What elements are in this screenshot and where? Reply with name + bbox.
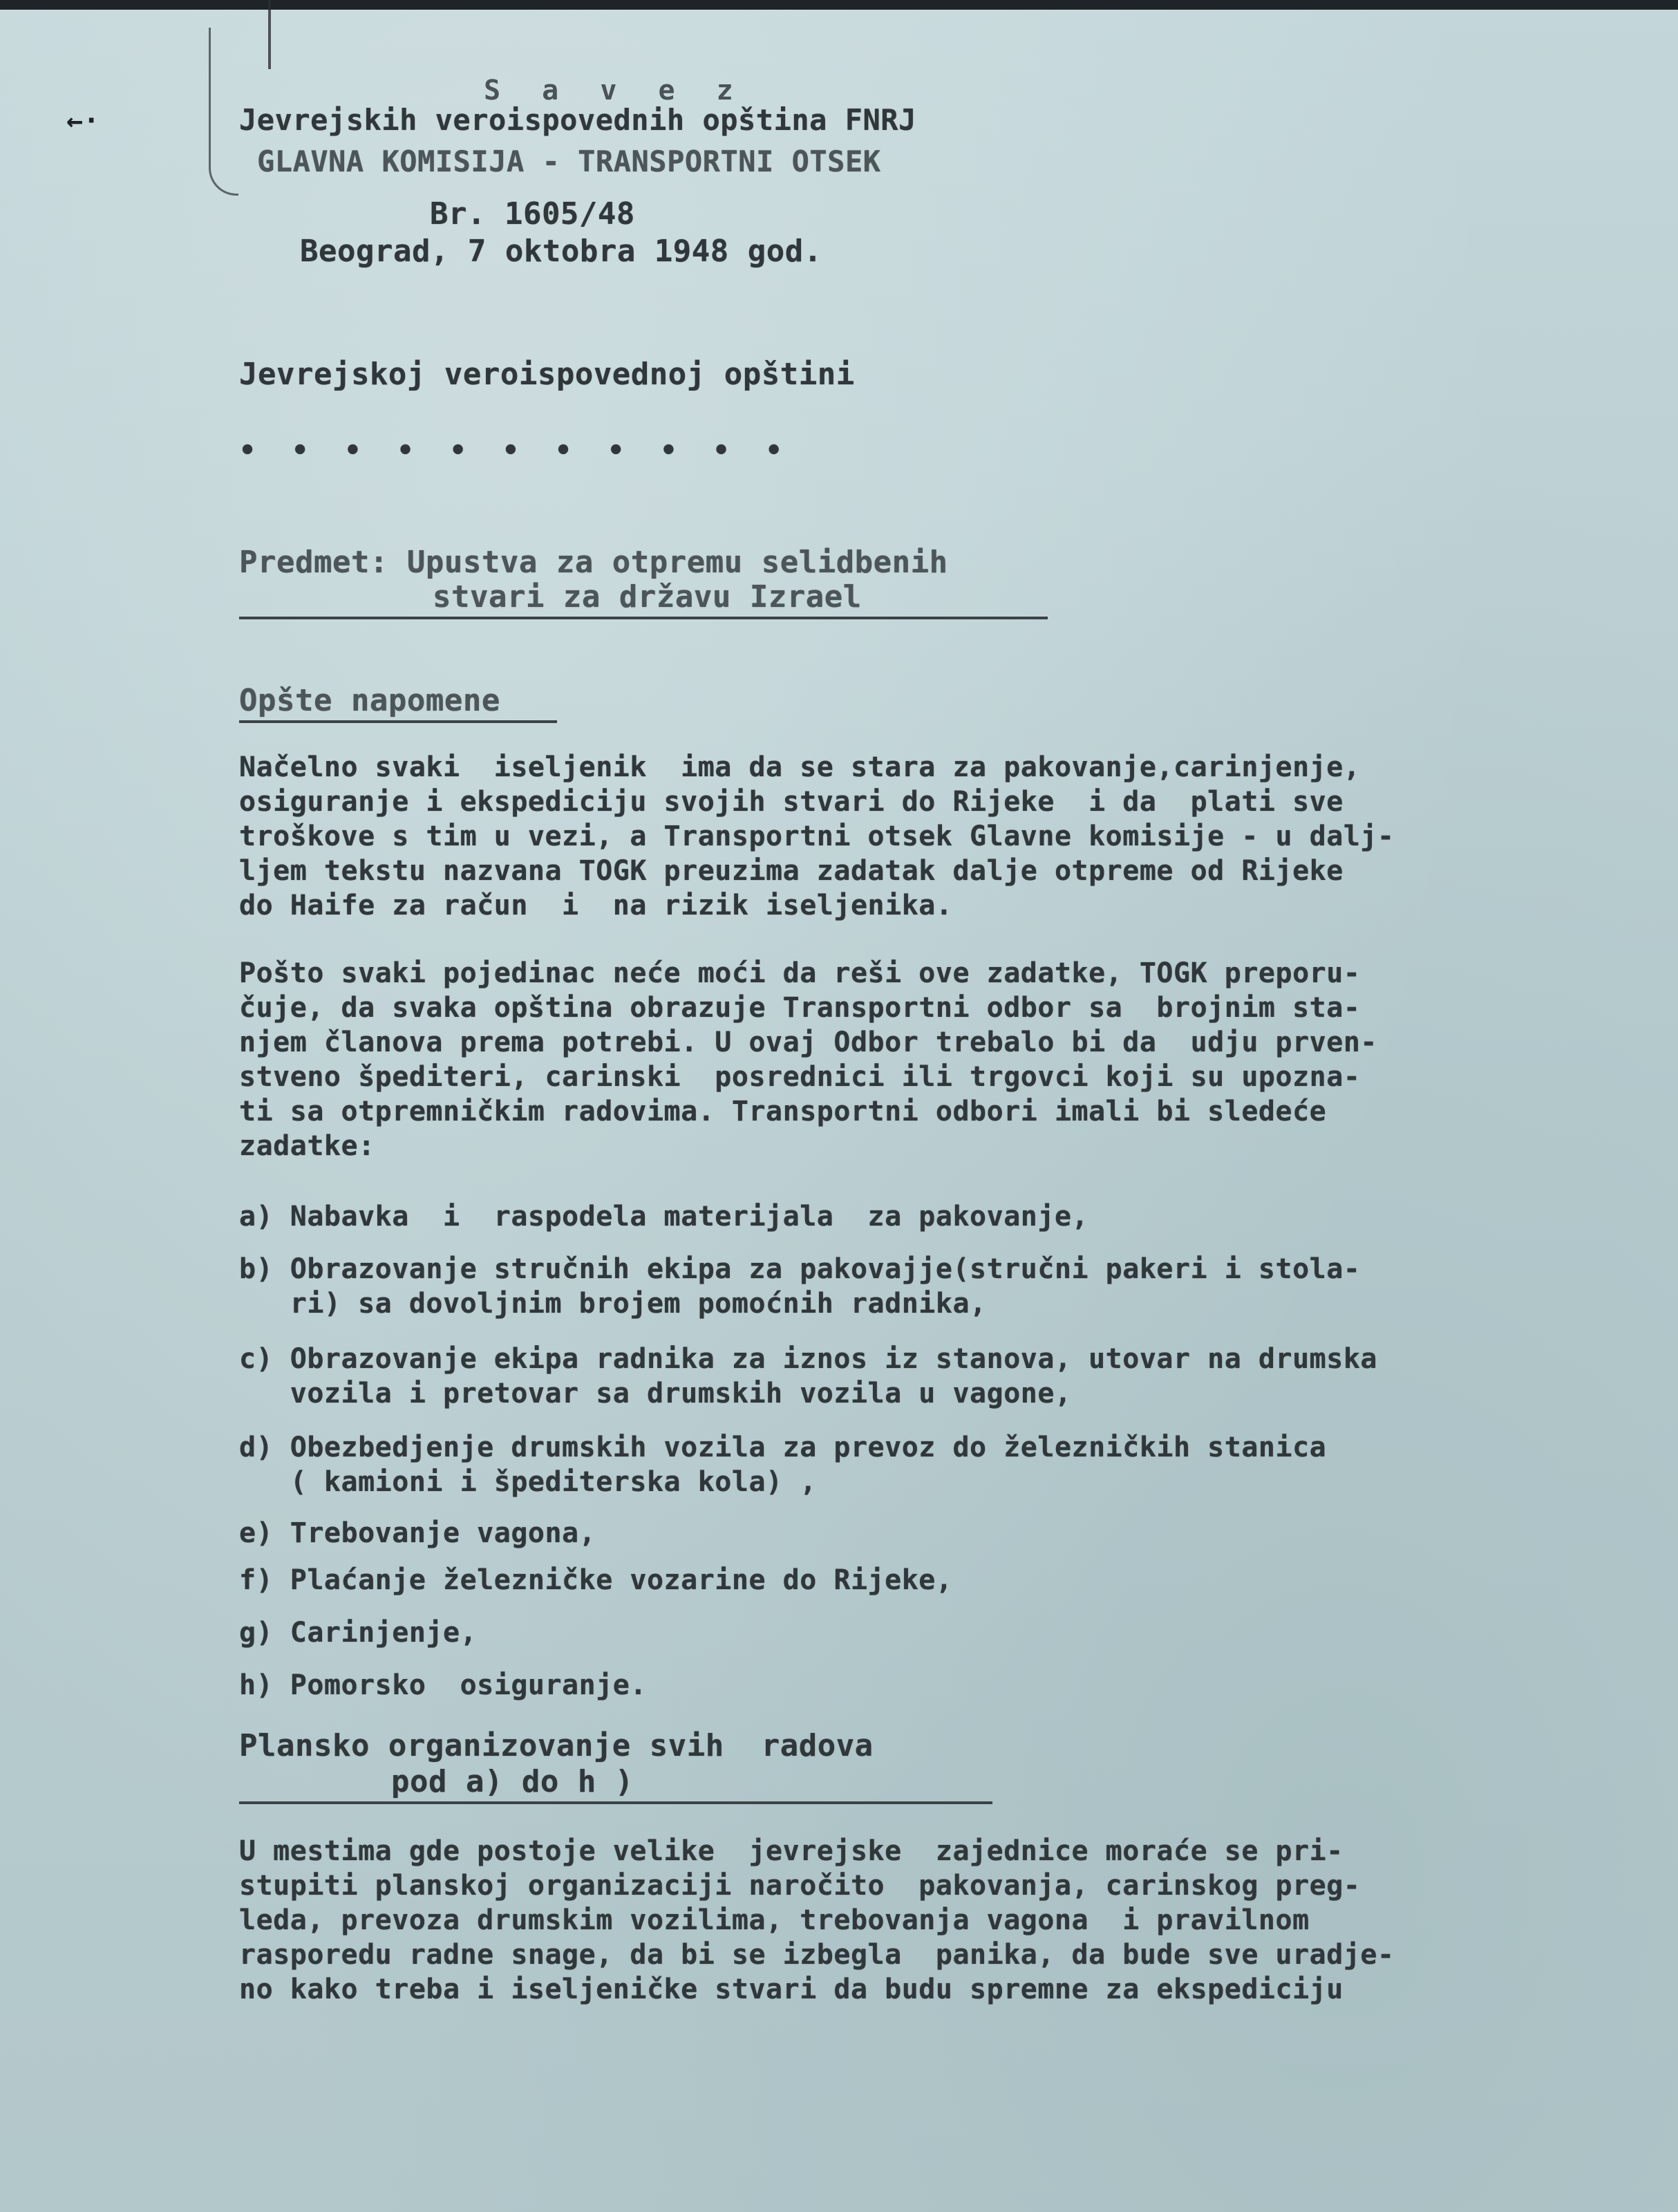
general-para-1-line-3: troškove s tim u vezi, a Transportni otsek Glavne komisije - u dalj-: [239, 821, 1395, 852]
section-planning-heading-1: Plansko organizovanje svih radova: [239, 1728, 874, 1763]
task-item-g: g) Carinjenje,: [239, 1617, 478, 1649]
general-para-2-line-4: stveno špediteri, carinski posrednici ili trgovci koji su upozna-: [239, 1061, 1361, 1093]
task-item-a: a) Nabavka i raspodela materijala za pakovanje,: [239, 1201, 1089, 1232]
general-para-2-line-1: Pošto svaki pojedinac neće moći da reši ove zadatke, TOGK preporu-: [239, 957, 1361, 989]
planning-para-line-2: stupiti planskoj organizaciji naročito pakovanja, carinskog preg-: [239, 1870, 1361, 1902]
section-planning-heading-2: pod a) do h ): [239, 1765, 992, 1804]
task-item-d-line-1: d) Obezbedjenje drumskih vozila za prevoz do železničkih stanica: [239, 1432, 1327, 1463]
planning-para-line-3: leda, prevoza drumskim vozilima, trebovanja vagona i pravilnom: [239, 1904, 1310, 1936]
subject-line-2: stvari za državu Izrael: [239, 581, 1048, 619]
general-para-2-line-6: zadatke:: [239, 1130, 375, 1162]
header-org-line: Jevrejskih veroispovednih opština FNRJ: [239, 103, 916, 137]
planning-para-line-4: rasporedu radne snage, da bi se izbegla panika, da bude sve uradje-: [239, 1939, 1395, 1971]
punch-hole-mark: ←·: [66, 105, 100, 137]
clip-mark: [209, 28, 238, 196]
task-item-c-line-2: vozila i pretovar sa drumskih vozila u vagone,: [239, 1378, 1072, 1409]
planning-para-line-1: U mestima gde postoje velike jevrejske zajednice moraće se pri-: [239, 1835, 1344, 1867]
header-commission-line: GLAVNA KOMISIJA - TRANSPORTNI OTSEK: [257, 144, 881, 178]
header-place-date: Beograd, 7 oktobra 1948 god.: [300, 234, 822, 269]
task-item-b-line-2: ri) sa dovoljnim brojem pomoćnih radnika,: [239, 1288, 987, 1320]
fold-line: [268, 0, 271, 69]
general-para-1-line-1: Načelno svaki iseljenik ima da se stara za pakovanje,carinjenje,: [239, 751, 1361, 783]
general-para-1-line-2: osiguranje i ekspediciju svojih stvari do Rijeke i da plati sve: [239, 786, 1344, 818]
recipient-line: Jevrejskoj veroispovednoj opštini: [239, 357, 855, 392]
subject-line-1: Predmet: Upustva za otpremu selidbenih: [239, 545, 948, 580]
header-number: Br. 1605/48: [430, 196, 635, 232]
task-item-h: h) Pomorsko osiguranje.: [239, 1669, 647, 1701]
general-para-2-line-5: ti sa otpremničkim radovima. Transportni odbori imali bi sledeće: [239, 1096, 1327, 1127]
task-item-e: e) Trebovanje vagona,: [239, 1517, 596, 1549]
recipient-dots: • • • • • • • • • • •: [239, 435, 792, 467]
task-item-b-line-1: b) Obrazovanje stručnih ekipa za pakovajje(stručni pakeri i stola-: [239, 1253, 1361, 1285]
task-item-f: f) Plaćanje železničke vozarine do Rijeke,: [239, 1564, 953, 1596]
planning-para-line-5: no kako treba i iseljeničke stvari da budu spremne za ekspediciju: [239, 1974, 1344, 2005]
general-para-2-line-3: njem članova prema potrebi. U ovaj Odbor trebalo bi da udju prven-: [239, 1027, 1377, 1058]
scan-edge: [0, 0, 1678, 10]
general-para-2-line-2: čuje, da svaka opština obrazuje Transportni odbor sa brojnim sta-: [239, 992, 1361, 1024]
task-item-d-line-2: ( kamioni i špediterska kola) ,: [239, 1466, 817, 1498]
general-para-1-line-5: do Haife za račun i na rizik iseljenika.: [239, 890, 953, 921]
general-para-1-line-4: ljem tekstu nazvana TOGK preuzima zadatak dalje otpreme od Rijeke: [239, 855, 1344, 887]
header-stamp-top: S a v e z: [484, 75, 746, 106]
section-general-heading: Opšte napomene: [239, 684, 557, 723]
task-item-c-line-1: c) Obrazovanje ekipa radnika za iznos iz stanova, utovar na drumska: [239, 1343, 1377, 1375]
